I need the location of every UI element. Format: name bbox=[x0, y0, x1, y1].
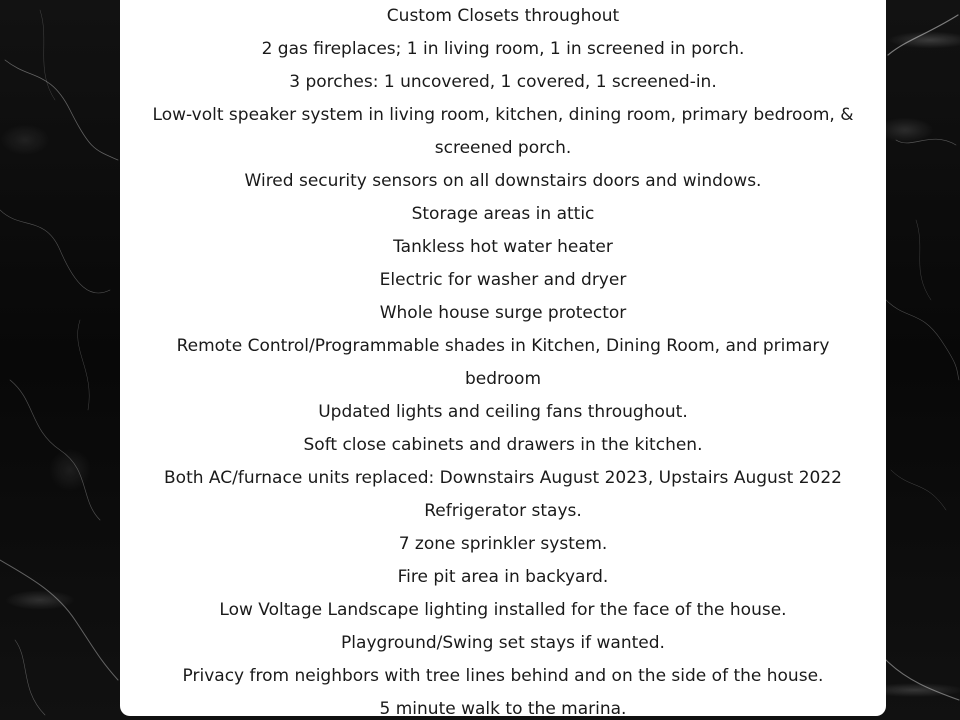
feature-item: 2 gas fireplaces; 1 in living room, 1 in screened in porch. bbox=[261, 39, 745, 59]
feature-item: Electric for washer and dryer bbox=[379, 270, 627, 290]
feature-item: Storage areas in attic bbox=[411, 204, 595, 224]
feature-item: Low Voltage Landscape lighting installed for the face of the house. bbox=[219, 600, 787, 620]
feature-item: Low-volt speaker system in living room, kitchen, dining room, primary bedroom, & screened porch. bbox=[152, 105, 854, 158]
features-list bbox=[120, 0, 886, 720]
feature-item: Custom Closets throughout bbox=[386, 6, 620, 26]
features-panel bbox=[120, 0, 886, 719]
feature-item: Whole house surge protector bbox=[379, 303, 627, 323]
feature-item: Refrigerator stays. bbox=[424, 501, 582, 521]
marble-background-right bbox=[886, 0, 960, 720]
feature-item: 5 minute walk to the marina. bbox=[379, 699, 627, 719]
feature-item: Both AC/furnace units replaced: Downstairs August 2023, Upstairs August 2022 bbox=[164, 468, 842, 488]
feature-item: Tankless hot water heater bbox=[393, 237, 613, 257]
feature-item: Privacy from neighbors with tree lines behind and on the side of the house. bbox=[182, 666, 824, 686]
marble-background-left bbox=[0, 0, 120, 720]
feature-item: Fire pit area in backyard. bbox=[397, 567, 609, 587]
feature-item: Soft close cabinets and drawers in the kitchen. bbox=[303, 435, 703, 455]
feature-item: 7 zone sprinkler system. bbox=[398, 534, 608, 554]
feature-item: Updated lights and ceiling fans throughout. bbox=[318, 402, 688, 422]
feature-item: Playground/Swing set stays if wanted. bbox=[341, 633, 665, 653]
feature-item: Remote Control/Programmable shades in Kitchen, Dining Room, and primary bedroom bbox=[176, 336, 830, 389]
feature-item: Wired security sensors on all downstairs doors and windows. bbox=[244, 171, 762, 191]
feature-item: 3 porches: 1 uncovered, 1 covered, 1 screened-in. bbox=[289, 72, 717, 92]
